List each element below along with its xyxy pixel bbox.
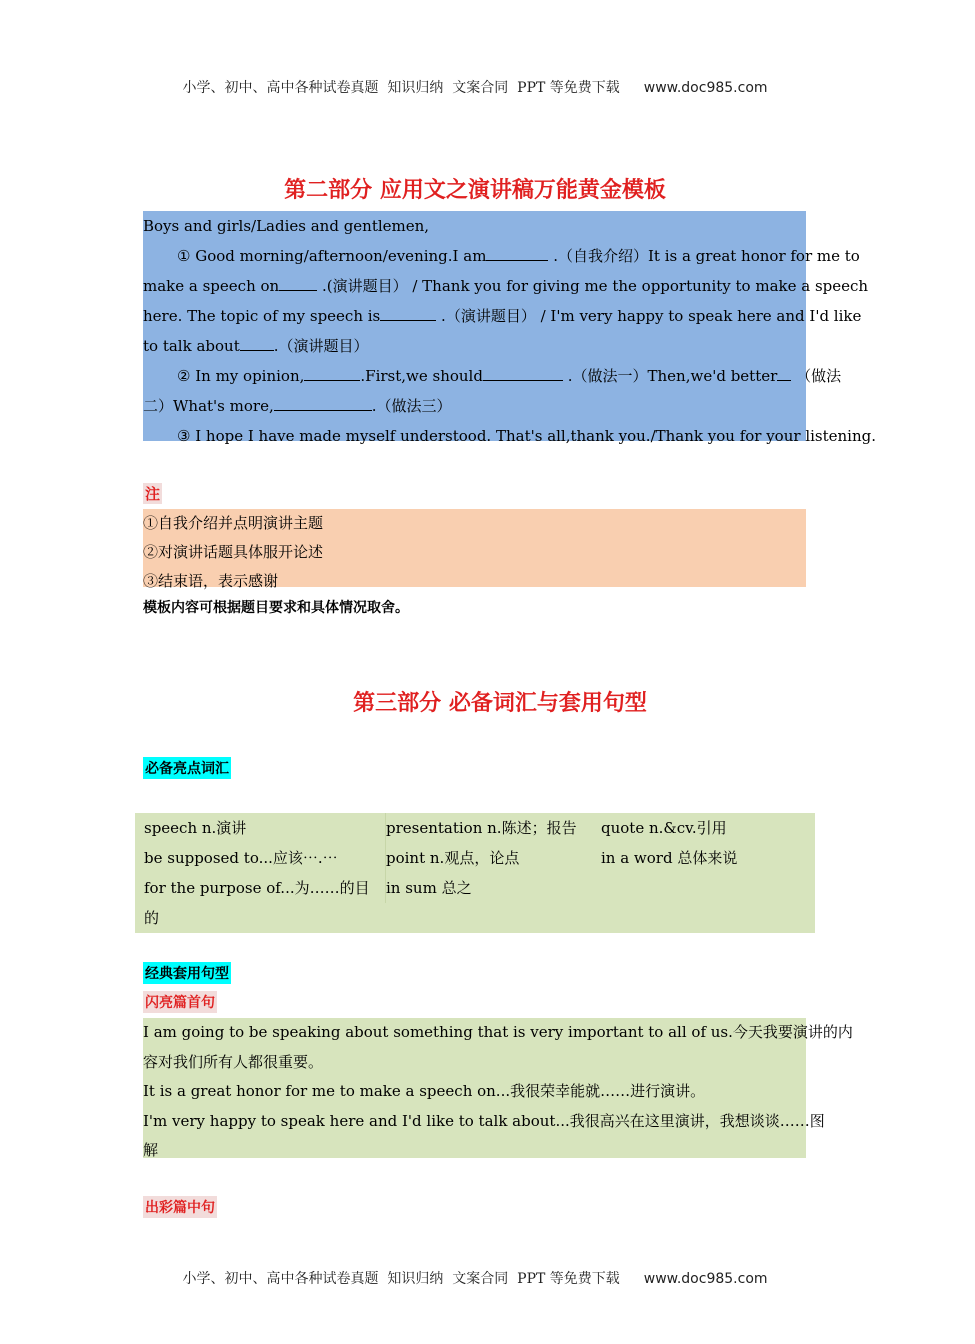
part3-title: 第三部分 必备词汇与套用句型 bbox=[353, 691, 647, 716]
vocab-cell: presentation n.陈述；报告 bbox=[386, 819, 577, 837]
template-greeting: Boys and girls/Ladies and gentlemen, bbox=[143, 217, 430, 235]
vocab-cell: for the purpose of...为……的目 bbox=[144, 879, 370, 897]
part2-title: 第二部分 应用文之演讲稿万能黄金模板 bbox=[284, 178, 666, 203]
sentence-line: I'm very happy to speak here and I'd like to talk about...我很高兴在这里演讲，我想谈谈……图 bbox=[143, 1111, 825, 1130]
vocab-cell: in sum 总之 bbox=[386, 879, 472, 897]
vocab-cell: be supposed to...应该⋯.⋯ bbox=[144, 849, 338, 867]
speech-template-box bbox=[143, 211, 877, 445]
header-text: 小学、初中、高中各种试卷真题 知识归纳 文案合同 PPT 等免费下载 bbox=[182, 80, 620, 96]
blank-topic-1 bbox=[279, 272, 317, 291]
template-line-3: here. The topic of my speech is .（演讲题目） / I'm very happy to speak here and I'd like bbox=[143, 301, 806, 331]
sentence-line: I am going to be speaking about something that is very important to all of us.今天我要演讲的内 bbox=[143, 1023, 853, 1041]
vocab-cell: speech n.演讲 bbox=[144, 819, 247, 837]
sentences-label: 经典套用句型 bbox=[143, 962, 231, 984]
blank-way-2 bbox=[777, 362, 791, 381]
note-item: ①自我介绍并点明演讲主题 bbox=[143, 514, 324, 532]
note-item: ②对演讲话题具体服开论述 bbox=[143, 543, 324, 561]
vocab-cell: quote n.&cv.引用 bbox=[601, 819, 727, 837]
sentence-line: It is a great honor for me to make a speech on...我很荣幸能就……进行演讲。 bbox=[143, 1082, 706, 1100]
vocab-column-1 bbox=[144, 813, 376, 933]
opening-label: 闪亮篇首句 bbox=[143, 991, 217, 1013]
blank-opinion bbox=[304, 362, 360, 381]
note-label: 注 bbox=[145, 485, 161, 503]
note-after-text: 模板内容可根据题目要求和具体情况取舍。 bbox=[143, 600, 409, 616]
sentence-line: 解 bbox=[143, 1141, 159, 1159]
template-line-5: ② In my opinion, .First,we should .（做法一）Then,we'd better （做法 bbox=[143, 361, 806, 391]
vocab-table bbox=[135, 813, 815, 933]
vocab-cell: point n.观点，论点 bbox=[386, 849, 520, 867]
vocab-label: 必备亮点词汇 bbox=[143, 757, 231, 779]
blank-name bbox=[486, 242, 548, 261]
page-header bbox=[0, 77, 950, 97]
template-line-2: make a speech on .(演讲题目） / Thank you for giving me the opportunity to make a speech bbox=[143, 271, 806, 301]
template-line-4: to talk about .（演讲题目） bbox=[143, 331, 806, 361]
opening-sentences-box bbox=[143, 1018, 853, 1159]
header-site[interactable]: www.doc985.com bbox=[643, 80, 768, 96]
footer-site[interactable]: www.doc985.com bbox=[643, 1271, 768, 1287]
blank-way-3 bbox=[274, 392, 372, 411]
footer-text: 小学、初中、高中各种试卷真题 知识归纳 文案合同 PPT 等免费下载 bbox=[182, 1271, 620, 1287]
blank-topic-2 bbox=[380, 302, 436, 321]
middle-label: 出彩篇中句 bbox=[143, 1196, 217, 1218]
template-line-6: 二）What's more, .（做法三） bbox=[143, 391, 806, 421]
vocab-column-3 bbox=[601, 813, 811, 873]
blank-way-1 bbox=[483, 362, 563, 381]
vocab-column-2 bbox=[385, 813, 596, 903]
vocab-cell: in a word 总体来说 bbox=[601, 849, 738, 867]
template-line-7: ③ I hope I have made myself understood. That's all,thank you./Thank you for your listening. bbox=[177, 427, 877, 445]
sentence-line: 容对我们所有人都很重要。 bbox=[143, 1052, 324, 1071]
blank-topic-3 bbox=[240, 332, 274, 351]
template-line-1: ① Good morning/afternoon/evening.I am .（自我介绍）It is a great honor for me to bbox=[143, 241, 806, 271]
page-footer bbox=[0, 1268, 950, 1288]
vocab-cell: 的 bbox=[144, 909, 160, 927]
note-box bbox=[143, 509, 806, 590]
note-item: ③结束语，表示感谢 bbox=[143, 572, 279, 590]
